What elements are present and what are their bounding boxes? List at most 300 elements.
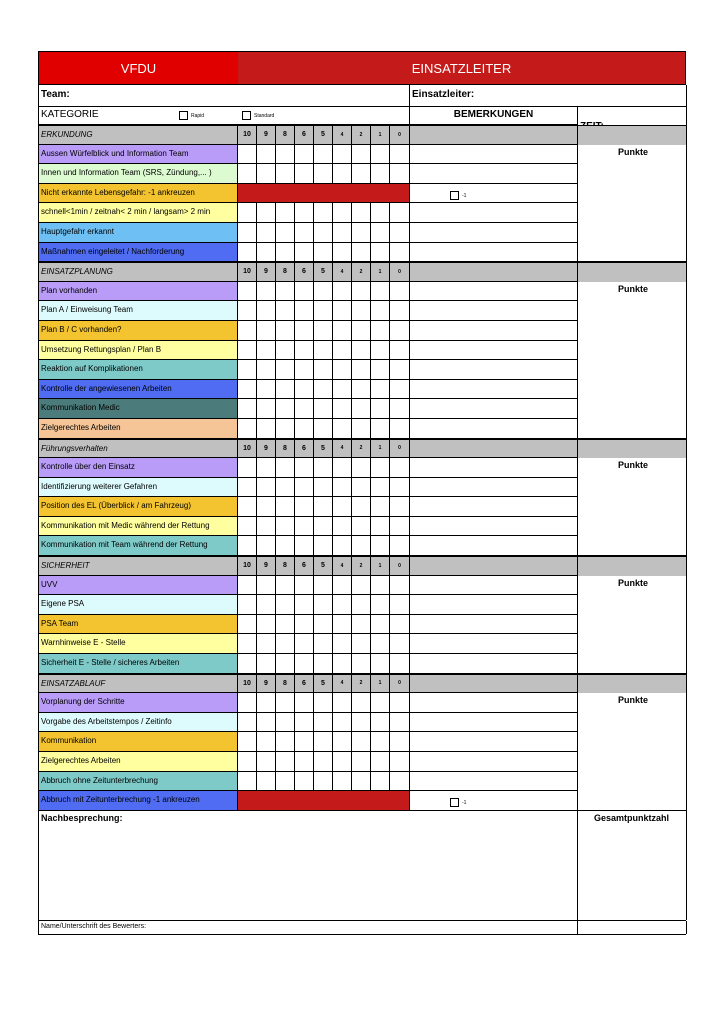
- score-cell[interactable]: [276, 458, 295, 478]
- score-cell[interactable]: [390, 478, 410, 498]
- score-cell[interactable]: [371, 654, 390, 674]
- score-cell[interactable]: [238, 321, 257, 341]
- penalty-checkbox[interactable]: [450, 798, 459, 807]
- score-cell[interactable]: [352, 145, 371, 165]
- remarks-cell[interactable]: [410, 321, 578, 341]
- score-cell[interactable]: [276, 301, 295, 321]
- score-cell[interactable]: [295, 615, 314, 635]
- remarks-cell[interactable]: [410, 184, 578, 204]
- score-cell[interactable]: [238, 223, 257, 243]
- score-cell[interactable]: [352, 419, 371, 439]
- score-cell[interactable]: [390, 752, 410, 772]
- remarks-cell[interactable]: [410, 654, 578, 674]
- score-cell[interactable]: [333, 223, 352, 243]
- score-cell[interactable]: [238, 654, 257, 674]
- remarks-cell[interactable]: [410, 536, 578, 556]
- score-cell[interactable]: [257, 380, 276, 400]
- score-cell[interactable]: [333, 341, 352, 361]
- score-cell[interactable]: [390, 164, 410, 184]
- score-cell[interactable]: [314, 732, 333, 752]
- score-cell[interactable]: [276, 615, 295, 635]
- score-cell[interactable]: [257, 145, 276, 165]
- score-cell[interactable]: [352, 693, 371, 713]
- score-cell[interactable]: [390, 203, 410, 223]
- score-cell[interactable]: [352, 203, 371, 223]
- score-cell[interactable]: [352, 341, 371, 361]
- punkte-cell[interactable]: [578, 439, 687, 557]
- score-cell[interactable]: [276, 595, 295, 615]
- remarks-cell[interactable]: [410, 399, 578, 419]
- score-cell[interactable]: [333, 380, 352, 400]
- score-cell[interactable]: [276, 399, 295, 419]
- score-cell[interactable]: [238, 282, 257, 302]
- score-cell[interactable]: [276, 321, 295, 341]
- score-cell[interactable]: [276, 772, 295, 792]
- score-cell[interactable]: [371, 360, 390, 380]
- score-cell[interactable]: [276, 576, 295, 596]
- score-cell[interactable]: [352, 243, 371, 263]
- score-cell[interactable]: [314, 615, 333, 635]
- penalty-checkbox[interactable]: [450, 191, 459, 200]
- remarks-cell[interactable]: [410, 341, 578, 361]
- remarks-cell[interactable]: [410, 693, 578, 713]
- score-cell[interactable]: [276, 145, 295, 165]
- score-cell[interactable]: [333, 458, 352, 478]
- score-cell[interactable]: [352, 576, 371, 596]
- rapid-checkbox[interactable]: [179, 111, 188, 120]
- score-cell[interactable]: [276, 243, 295, 263]
- score-cell[interactable]: [333, 693, 352, 713]
- score-cell[interactable]: [333, 419, 352, 439]
- score-cell[interactable]: [333, 595, 352, 615]
- score-cell[interactable]: [333, 732, 352, 752]
- score-cell[interactable]: [238, 478, 257, 498]
- score-cell[interactable]: [352, 497, 371, 517]
- nachbesprechung-field[interactable]: [39, 811, 578, 920]
- score-cell[interactable]: [371, 399, 390, 419]
- score-cell[interactable]: [352, 615, 371, 635]
- score-cell[interactable]: [238, 243, 257, 263]
- score-cell[interactable]: [333, 145, 352, 165]
- score-cell[interactable]: [238, 301, 257, 321]
- score-cell[interactable]: [390, 517, 410, 537]
- score-cell[interactable]: [352, 654, 371, 674]
- score-cell[interactable]: [295, 164, 314, 184]
- score-cell[interactable]: [371, 634, 390, 654]
- score-cell[interactable]: [257, 693, 276, 713]
- score-cell[interactable]: [295, 497, 314, 517]
- score-cell[interactable]: [295, 341, 314, 361]
- score-cell[interactable]: [295, 732, 314, 752]
- score-cell[interactable]: [352, 772, 371, 792]
- score-cell[interactable]: [238, 752, 257, 772]
- score-cell[interactable]: [352, 517, 371, 537]
- score-cell[interactable]: [352, 752, 371, 772]
- score-cell[interactable]: [257, 517, 276, 537]
- score-cell[interactable]: [314, 517, 333, 537]
- remarks-cell[interactable]: [410, 243, 578, 263]
- score-cell[interactable]: [371, 282, 390, 302]
- score-cell[interactable]: [371, 458, 390, 478]
- score-cell[interactable]: [390, 615, 410, 635]
- score-cell[interactable]: [276, 360, 295, 380]
- score-cell[interactable]: [276, 497, 295, 517]
- score-cell[interactable]: [390, 772, 410, 792]
- score-cell[interactable]: [390, 693, 410, 713]
- score-cell[interactable]: [314, 321, 333, 341]
- score-cell[interactable]: [257, 576, 276, 596]
- score-cell[interactable]: [352, 282, 371, 302]
- score-cell[interactable]: [295, 223, 314, 243]
- score-cell[interactable]: [238, 497, 257, 517]
- score-cell[interactable]: [333, 517, 352, 537]
- score-cell[interactable]: [333, 752, 352, 772]
- score-cell[interactable]: [257, 164, 276, 184]
- score-cell[interactable]: [333, 536, 352, 556]
- score-cell[interactable]: [295, 399, 314, 419]
- score-cell[interactable]: [238, 536, 257, 556]
- score-cell[interactable]: [390, 341, 410, 361]
- score-cell[interactable]: [238, 458, 257, 478]
- score-cell[interactable]: [295, 517, 314, 537]
- remarks-cell[interactable]: [410, 282, 578, 302]
- score-cell[interactable]: [276, 380, 295, 400]
- score-cell[interactable]: [352, 360, 371, 380]
- score-cell[interactable]: [371, 380, 390, 400]
- score-cell[interactable]: [314, 654, 333, 674]
- remarks-cell[interactable]: [410, 164, 578, 184]
- score-header: 0: [390, 263, 410, 282]
- score-cell[interactable]: [295, 752, 314, 772]
- score-cell[interactable]: [333, 360, 352, 380]
- remarks-cell[interactable]: [410, 458, 578, 478]
- score-cell[interactable]: [314, 282, 333, 302]
- score-cell[interactable]: [238, 713, 257, 733]
- punkte-cell[interactable]: [578, 125, 687, 262]
- score-cell[interactable]: [333, 399, 352, 419]
- score-cell[interactable]: [333, 243, 352, 263]
- gesamt-field[interactable]: [578, 811, 687, 920]
- score-cell[interactable]: [390, 243, 410, 263]
- score-cell[interactable]: [314, 164, 333, 184]
- remarks-cell[interactable]: [410, 791, 578, 811]
- remarks-cell[interactable]: [410, 203, 578, 223]
- score-cell[interactable]: [276, 419, 295, 439]
- punkte-cell[interactable]: [578, 556, 687, 674]
- score-cell[interactable]: [352, 732, 371, 752]
- score-cell[interactable]: [333, 634, 352, 654]
- score-cell[interactable]: [390, 654, 410, 674]
- score-cell[interactable]: [352, 713, 371, 733]
- score-cell[interactable]: [257, 399, 276, 419]
- remarks-cell[interactable]: [410, 223, 578, 243]
- score-cell[interactable]: [295, 321, 314, 341]
- score-cell[interactable]: [390, 282, 410, 302]
- score-cell[interactable]: [352, 301, 371, 321]
- remarks-cell[interactable]: [410, 497, 578, 517]
- score-cell[interactable]: [257, 243, 276, 263]
- score-cell[interactable]: [295, 458, 314, 478]
- remarks-cell[interactable]: [410, 752, 578, 772]
- score-cell[interactable]: [390, 576, 410, 596]
- team-field[interactable]: Team:: [39, 85, 410, 107]
- remarks-cell[interactable]: [410, 732, 578, 752]
- score-cell[interactable]: [295, 536, 314, 556]
- score-cell[interactable]: [371, 517, 390, 537]
- score-cell[interactable]: [257, 752, 276, 772]
- score-cell[interactable]: [257, 301, 276, 321]
- standard-checkbox[interactable]: [242, 111, 251, 120]
- score-cell[interactable]: [257, 713, 276, 733]
- score-cell[interactable]: [333, 576, 352, 596]
- score-cell[interactable]: [257, 203, 276, 223]
- remarks-cell[interactable]: [410, 517, 578, 537]
- score-cell[interactable]: [352, 458, 371, 478]
- score-cell[interactable]: [257, 223, 276, 243]
- score-cell[interactable]: [390, 321, 410, 341]
- score-cell[interactable]: [333, 203, 352, 223]
- score-cell[interactable]: [257, 497, 276, 517]
- score-cell[interactable]: [238, 732, 257, 752]
- score-cell[interactable]: [276, 752, 295, 772]
- remarks-cell[interactable]: [410, 713, 578, 733]
- score-cell[interactable]: [352, 223, 371, 243]
- score-cell[interactable]: [371, 419, 390, 439]
- score-cell[interactable]: [352, 478, 371, 498]
- penalty-bar: [238, 791, 410, 811]
- score-cell[interactable]: [257, 615, 276, 635]
- score-cell[interactable]: [390, 634, 410, 654]
- score-cell[interactable]: [276, 341, 295, 361]
- score-cell[interactable]: [390, 145, 410, 165]
- score-cell[interactable]: [352, 595, 371, 615]
- score-cell[interactable]: [276, 634, 295, 654]
- score-cell[interactable]: [257, 478, 276, 498]
- score-cell[interactable]: [314, 301, 333, 321]
- score-cell[interactable]: [238, 693, 257, 713]
- score-cell[interactable]: [352, 634, 371, 654]
- remarks-cell[interactable]: [410, 615, 578, 635]
- score-cell[interactable]: [371, 203, 390, 223]
- score-cell[interactable]: [276, 693, 295, 713]
- score-cell[interactable]: [314, 576, 333, 596]
- score-cell[interactable]: [371, 536, 390, 556]
- score-cell[interactable]: [257, 341, 276, 361]
- score-cell[interactable]: [295, 772, 314, 792]
- score-cell[interactable]: [295, 282, 314, 302]
- score-cell[interactable]: [390, 223, 410, 243]
- score-cell[interactable]: [314, 713, 333, 733]
- einsatzleiter-field[interactable]: Einsatzleiter:: [410, 85, 687, 107]
- score-cell[interactable]: [295, 243, 314, 263]
- score-cell[interactable]: [333, 713, 352, 733]
- score-cell[interactable]: [257, 282, 276, 302]
- score-cell[interactable]: [333, 772, 352, 792]
- score-cell[interactable]: [314, 497, 333, 517]
- score-cell[interactable]: [352, 321, 371, 341]
- score-cell[interactable]: [333, 164, 352, 184]
- score-cell[interactable]: [371, 595, 390, 615]
- punkte-cell[interactable]: [578, 262, 687, 438]
- score-cell[interactable]: [390, 360, 410, 380]
- score-cell[interactable]: [276, 164, 295, 184]
- score-cell[interactable]: [390, 595, 410, 615]
- score-cell[interactable]: [371, 243, 390, 263]
- score-cell[interactable]: [295, 145, 314, 165]
- score-cell[interactable]: [295, 478, 314, 498]
- remarks-cell[interactable]: [410, 478, 578, 498]
- score-cell[interactable]: [371, 321, 390, 341]
- score-cell[interactable]: [238, 341, 257, 361]
- score-cell[interactable]: [314, 693, 333, 713]
- score-cell[interactable]: [295, 713, 314, 733]
- score-cell[interactable]: [390, 713, 410, 733]
- score-cell[interactable]: [314, 341, 333, 361]
- score-cell[interactable]: [238, 145, 257, 165]
- score-cell[interactable]: [390, 536, 410, 556]
- score-cell[interactable]: [238, 360, 257, 380]
- score-cell[interactable]: [371, 341, 390, 361]
- remarks-cell[interactable]: [410, 634, 578, 654]
- score-cell[interactable]: [314, 772, 333, 792]
- score-cell[interactable]: [276, 713, 295, 733]
- score-cell[interactable]: [295, 203, 314, 223]
- score-cell[interactable]: [276, 478, 295, 498]
- score-cell[interactable]: [276, 282, 295, 302]
- score-cell[interactable]: [314, 536, 333, 556]
- score-cell[interactable]: [352, 164, 371, 184]
- score-cell[interactable]: [257, 634, 276, 654]
- score-cell[interactable]: [314, 399, 333, 419]
- score-cell[interactable]: [257, 321, 276, 341]
- score-cell[interactable]: [314, 360, 333, 380]
- score-cell[interactable]: [371, 693, 390, 713]
- score-cell[interactable]: [276, 654, 295, 674]
- score-cell[interactable]: [333, 282, 352, 302]
- score-cell[interactable]: [238, 576, 257, 596]
- score-cell[interactable]: [314, 145, 333, 165]
- score-cell[interactable]: [295, 419, 314, 439]
- score-cell[interactable]: [295, 693, 314, 713]
- score-cell[interactable]: [371, 772, 390, 792]
- score-cell[interactable]: [314, 634, 333, 654]
- score-cell[interactable]: [238, 419, 257, 439]
- remarks-cell[interactable]: [410, 419, 578, 439]
- score-cell[interactable]: [352, 380, 371, 400]
- score-cell[interactable]: [314, 752, 333, 772]
- score-cell[interactable]: [257, 772, 276, 792]
- score-cell[interactable]: [390, 380, 410, 400]
- score-cell[interactable]: [371, 497, 390, 517]
- score-cell[interactable]: [295, 595, 314, 615]
- score-cell[interactable]: [333, 478, 352, 498]
- remarks-cell[interactable]: [410, 595, 578, 615]
- score-cell[interactable]: [371, 478, 390, 498]
- score-cell[interactable]: [371, 576, 390, 596]
- score-cell[interactable]: [257, 595, 276, 615]
- score-cell[interactable]: [238, 615, 257, 635]
- score-cell[interactable]: [257, 732, 276, 752]
- score-cell[interactable]: [276, 536, 295, 556]
- score-cell[interactable]: [314, 419, 333, 439]
- punkte-cell[interactable]: [578, 674, 687, 811]
- score-cell[interactable]: [257, 419, 276, 439]
- score-cell[interactable]: [314, 223, 333, 243]
- score-cell[interactable]: [238, 380, 257, 400]
- score-cell[interactable]: [257, 536, 276, 556]
- score-cell[interactable]: [295, 576, 314, 596]
- score-cell[interactable]: [314, 458, 333, 478]
- score-cell[interactable]: [276, 732, 295, 752]
- score-cell[interactable]: [390, 458, 410, 478]
- remarks-cell[interactable]: [410, 145, 578, 165]
- score-cell[interactable]: [371, 732, 390, 752]
- score-cell[interactable]: [238, 772, 257, 792]
- score-cell[interactable]: [371, 145, 390, 165]
- score-cell[interactable]: [314, 243, 333, 263]
- score-cell[interactable]: [333, 301, 352, 321]
- score-cell[interactable]: [295, 380, 314, 400]
- score-cell[interactable]: [371, 223, 390, 243]
- score-cell[interactable]: [390, 497, 410, 517]
- score-cell[interactable]: [371, 301, 390, 321]
- score-cell[interactable]: [390, 301, 410, 321]
- score-cell[interactable]: [314, 478, 333, 498]
- score-cell[interactable]: [295, 654, 314, 674]
- score-cell[interactable]: [276, 223, 295, 243]
- score-cell[interactable]: [314, 595, 333, 615]
- score-cell[interactable]: [333, 321, 352, 341]
- score-cell[interactable]: [314, 380, 333, 400]
- score-cell[interactable]: [238, 634, 257, 654]
- score-cell[interactable]: [238, 399, 257, 419]
- score-cell[interactable]: [390, 732, 410, 752]
- score-cell[interactable]: [314, 203, 333, 223]
- score-cell[interactable]: [295, 301, 314, 321]
- remarks-cell[interactable]: [410, 380, 578, 400]
- score-cell[interactable]: [333, 615, 352, 635]
- score-cell[interactable]: [371, 164, 390, 184]
- score-cell[interactable]: [352, 536, 371, 556]
- score-cell[interactable]: [333, 497, 352, 517]
- score-cell[interactable]: [276, 203, 295, 223]
- signature-field[interactable]: Name/Unterschrift des Bewerters:: [39, 921, 578, 934]
- score-cell[interactable]: [371, 713, 390, 733]
- score-cell[interactable]: [238, 164, 257, 184]
- remarks-cell[interactable]: [410, 576, 578, 596]
- score-cell[interactable]: [390, 419, 410, 439]
- score-cell[interactable]: [238, 595, 257, 615]
- remarks-cell[interactable]: [410, 360, 578, 380]
- score-cell[interactable]: [333, 654, 352, 674]
- score-cell[interactable]: [238, 203, 257, 223]
- remarks-cell[interactable]: [410, 772, 578, 792]
- score-cell[interactable]: [257, 654, 276, 674]
- score-cell[interactable]: [390, 399, 410, 419]
- score-cell[interactable]: [257, 458, 276, 478]
- score-cell[interactable]: [257, 360, 276, 380]
- score-cell[interactable]: [295, 360, 314, 380]
- criterion-label: Kontrolle der angewiesenen Arbeiten: [39, 380, 238, 400]
- score-cell[interactable]: [352, 399, 371, 419]
- remarks-cell[interactable]: [410, 301, 578, 321]
- score-cell[interactable]: [238, 517, 257, 537]
- score-cell[interactable]: [276, 517, 295, 537]
- score-cell[interactable]: [371, 615, 390, 635]
- signature-score-cell[interactable]: [578, 921, 687, 934]
- score-cell[interactable]: [371, 752, 390, 772]
- score-cell[interactable]: [295, 634, 314, 654]
